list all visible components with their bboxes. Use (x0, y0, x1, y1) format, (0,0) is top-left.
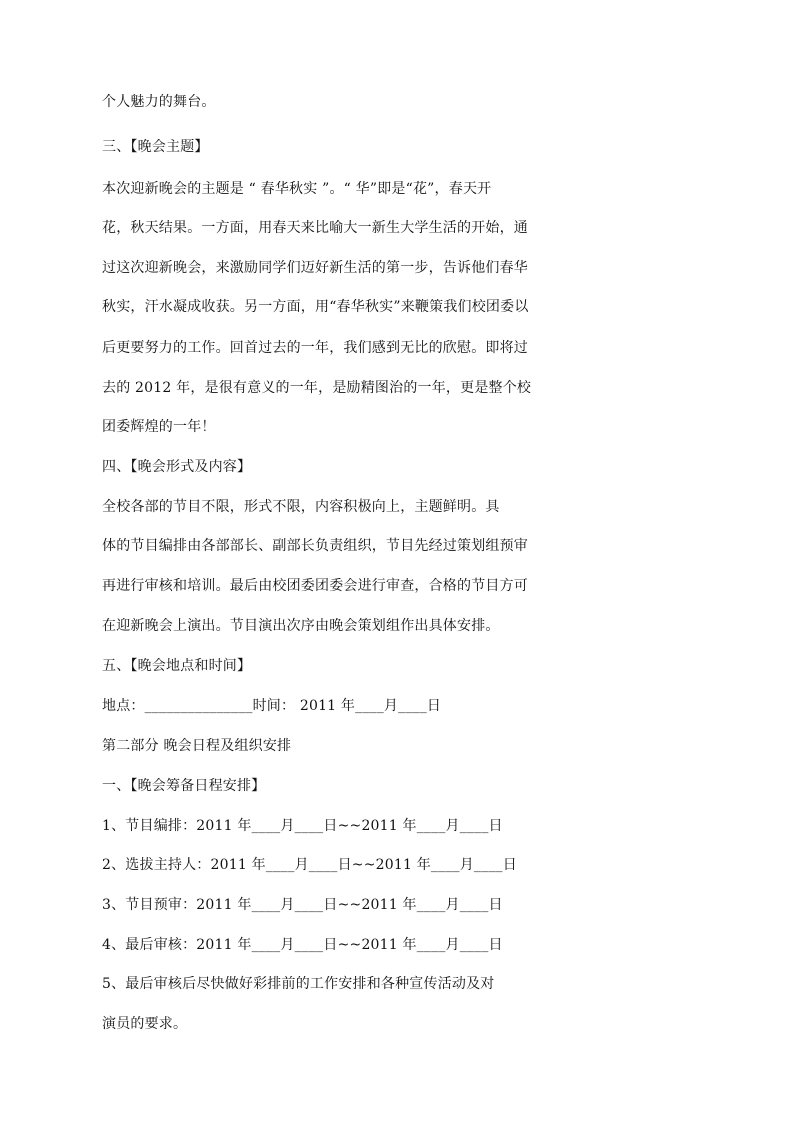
schedule-item: 4、最后审核：2011 年____月____日~~2011 年____月____日 (102, 937, 503, 953)
location-time-line: 地点：_______________时间： 2011 年____月____日 (102, 698, 442, 714)
text-line: 本次迎新晚会的主题是 “ 春华秋实 ”。“ 华”即是“花”，春天开 (102, 181, 492, 197)
section-heading-schedule: 一、【晚会筹备日程安排】 (102, 778, 266, 794)
schedule-item: 1、节目编排：2011 年____月____日~~2011 年____月____日 (102, 818, 503, 834)
text-line: 秋实，汗水凝成收获。另一方面，用“春华秋实”来鞭策我们校团委以 (102, 299, 529, 315)
text-line: 后更要努力的工作。回首过去的一年，我们感到无比的欣慰。即将过 (102, 340, 528, 356)
text-line: 演员的要求。 (102, 1016, 188, 1032)
text-line: 在迎新晚会上演出。节目演出次序由晚会策划组作出具体安排。 (102, 618, 500, 634)
text-line: 全校各部的节目不限，形式不限，内容积极向上，主题鲜明。具 (102, 499, 500, 515)
text-line: 团委辉煌的一年！ (102, 419, 216, 435)
text-line: 个人魅力的舞台。 (102, 94, 216, 110)
text-line: 过这次迎新晚会，来激励同学们迈好新生活的第一步，告诉他们春华 (102, 260, 528, 276)
section-heading-theme: 三、【晚会主题】 (102, 139, 209, 155)
text-line: 体的节目编排由各部部长、副部长负责组织，节目先经过策划组预审 (102, 538, 528, 554)
section-heading-location: 五、【晚会地点和时间】 (102, 658, 252, 674)
schedule-item: 2、选拔主持人：2011 年____月____日~~2011 年____月____日 (102, 857, 517, 873)
text-line: 花，秋天结果。一方面，用春天来比喻大一新生大学生活的开始，通 (102, 220, 528, 236)
schedule-item: 3、节目预审：2011 年____月____日~~2011 年____月____日 (102, 897, 503, 913)
part-heading: 第二部分 晚会日程及组织安排 (102, 738, 292, 754)
schedule-item: 5、最后审核后尽快做好彩排前的工作安排和各种宣传活动及对 (102, 976, 495, 992)
section-heading-format: 四、【晚会形式及内容】 (102, 459, 252, 475)
text-line: 再进行审核和培训。最后由校团委团委会进行审查，合格的节目方可 (102, 578, 528, 594)
text-line: 去的 2012 年，是很有意义的一年，是励精图治的一年，更是整个校 (102, 380, 532, 396)
